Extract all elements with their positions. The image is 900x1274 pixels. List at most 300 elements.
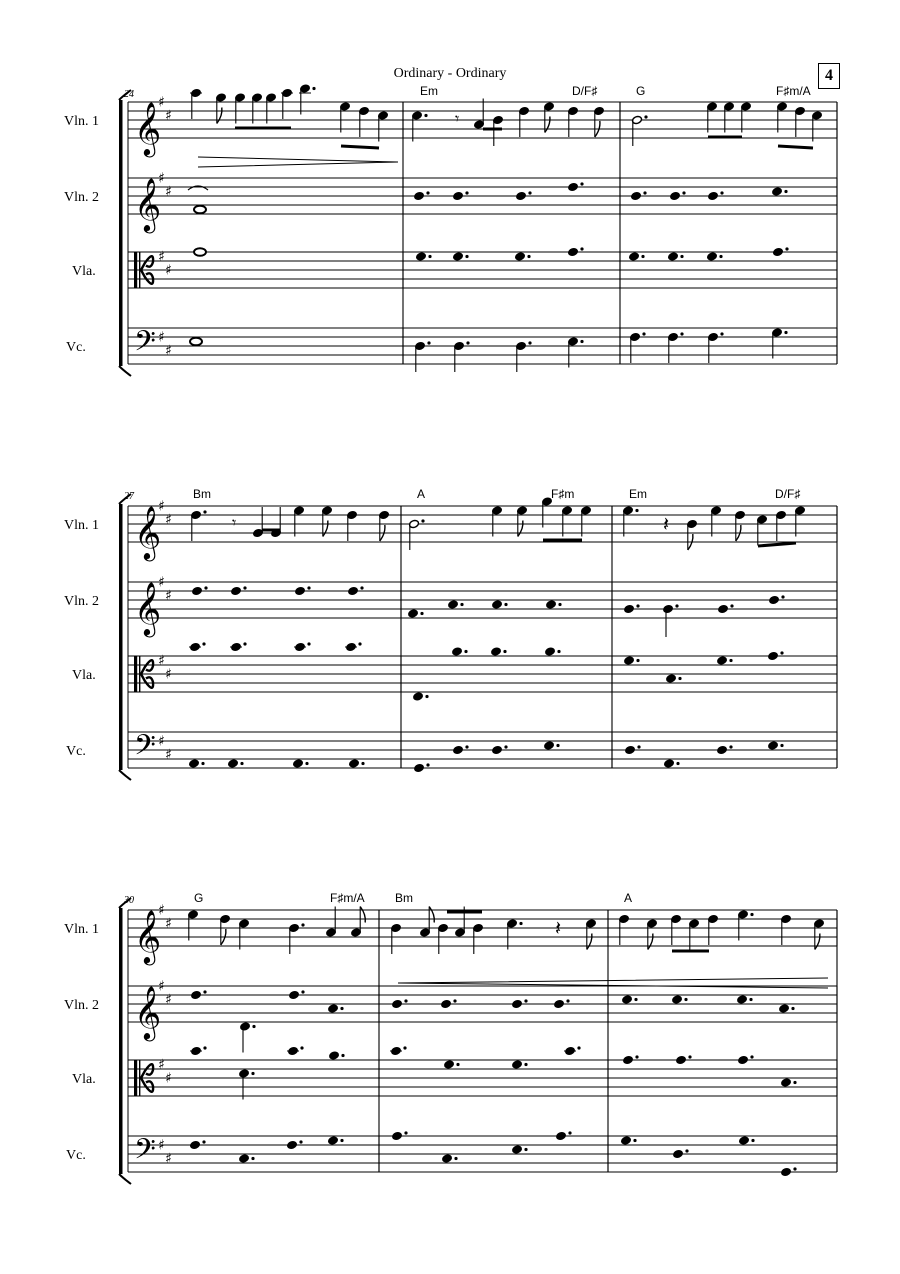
note [624, 656, 640, 665]
note [266, 93, 277, 124]
sharp-icon: ♯ [165, 108, 172, 124]
note [412, 111, 428, 142]
treble-clef-icon: 𝄞 [134, 581, 162, 635]
note [413, 692, 429, 701]
instrument-label: Vln. 2 [64, 594, 99, 609]
sharp-icon: ♯ [158, 902, 165, 919]
augmentation-dot [635, 509, 638, 512]
note [795, 106, 806, 137]
note [329, 1051, 345, 1060]
instrument-label: Vln. 1 [64, 922, 99, 937]
note-flag [217, 108, 222, 124]
note [512, 1145, 528, 1154]
note [240, 1022, 256, 1031]
sharp-icon: ♯ [158, 653, 165, 669]
augmentation-dot [428, 255, 431, 258]
note [188, 910, 199, 941]
augmentation-dot [424, 114, 427, 117]
treble-clef-icon: 𝄞 [134, 985, 162, 1039]
note [349, 759, 365, 768]
measure-number: 30 [124, 895, 134, 906]
note [562, 506, 573, 537]
note [322, 506, 333, 537]
sharp-icon: ♯ [158, 978, 165, 995]
augmentation-dot [780, 651, 783, 654]
augmentation-dot [678, 677, 681, 680]
note [738, 910, 754, 941]
augmentation-dot [676, 762, 679, 765]
augmentation-dot [243, 642, 246, 645]
note [190, 1046, 207, 1055]
augmentation-dot [557, 650, 560, 653]
augmentation-dot [361, 762, 364, 765]
augmentation-dot [730, 604, 733, 607]
note [271, 507, 282, 538]
augmentation-dot [791, 1007, 794, 1010]
augmentation-dot [524, 1148, 527, 1151]
augmentation-dot [524, 1063, 527, 1066]
instrument-label: Vla. [72, 1072, 96, 1087]
note [772, 187, 788, 196]
note [568, 337, 584, 368]
sharp-icon: ♯ [165, 916, 172, 932]
page-number: 4 [818, 63, 840, 89]
augmentation-dot [425, 695, 428, 698]
sharp-icon: ♯ [165, 747, 172, 763]
augmentation-dot [719, 255, 722, 258]
augmentation-dot [201, 762, 204, 765]
note-flag [360, 907, 365, 923]
sharp-icon: ♯ [158, 1137, 165, 1154]
augmentation-dot [577, 1046, 580, 1049]
augmentation-dot [312, 87, 315, 90]
note [340, 102, 351, 133]
note [442, 1154, 458, 1163]
eighth-rest-icon: 𝄾 [455, 109, 460, 128]
augmentation-dot [426, 763, 429, 766]
chord-symbol: F♯m/A [330, 891, 365, 905]
note [299, 84, 316, 115]
note [768, 741, 784, 750]
note [668, 252, 684, 261]
augmentation-dot [503, 650, 506, 653]
sharp-icon: ♯ [158, 329, 165, 346]
augmentation-dot [680, 255, 683, 258]
note [781, 1078, 797, 1087]
note [594, 106, 605, 137]
note [724, 102, 735, 133]
augmentation-dot [203, 510, 206, 513]
treble-clef-icon: 𝄞 [134, 909, 162, 963]
note [779, 1004, 795, 1013]
augmentation-dot [340, 1007, 343, 1010]
note [777, 102, 788, 133]
sharp-icon: ♯ [158, 733, 165, 750]
augmentation-dot [307, 642, 310, 645]
bass-clef-icon: 𝄢 [134, 1132, 156, 1173]
augmentation-dot [642, 332, 645, 335]
instrument-label: Vla. [72, 668, 96, 683]
system-bracket [119, 908, 123, 1174]
note [253, 507, 264, 538]
augmentation-dot [427, 341, 430, 344]
note [359, 106, 370, 137]
note [239, 1154, 255, 1163]
note [416, 252, 432, 261]
augmentation-dot [568, 1131, 571, 1134]
augmentation-dot [466, 341, 469, 344]
note [812, 111, 823, 142]
instrument-label: Vc. [66, 744, 86, 759]
augmentation-dot [750, 1055, 753, 1058]
sharp-icon: ♯ [165, 588, 172, 604]
augmentation-dot [252, 1025, 255, 1028]
note [453, 252, 469, 261]
instrument-label: Vln. 1 [64, 114, 99, 129]
note [512, 1060, 528, 1069]
augmentation-dot [465, 255, 468, 258]
augmentation-dot [204, 586, 207, 589]
note [707, 102, 718, 133]
augmentation-dot [784, 331, 787, 334]
score-title: Ordinary - Ordinary [393, 66, 507, 81]
augmentation-dot [360, 586, 363, 589]
sharp-icon: ♯ [158, 249, 165, 265]
note [379, 510, 390, 541]
note [328, 1136, 344, 1145]
note [194, 206, 206, 214]
note [408, 609, 424, 618]
augmentation-dot [504, 745, 507, 748]
note [671, 914, 682, 945]
note [492, 600, 508, 609]
augmentation-dot [688, 1055, 691, 1058]
note [328, 1004, 344, 1013]
note [448, 600, 464, 609]
augmentation-dot [504, 603, 507, 606]
sharp-icon: ♯ [165, 343, 172, 359]
sharp-icon: ♯ [165, 512, 172, 528]
augmentation-dot [341, 1054, 344, 1057]
augmentation-dot [404, 999, 407, 1002]
note [239, 1069, 255, 1078]
augmentation-dot [729, 659, 732, 662]
note [491, 647, 507, 656]
note-flag [323, 521, 328, 537]
sharp-icon: ♯ [165, 666, 172, 683]
augmentation-dot [251, 1157, 254, 1160]
augmentation-dot [465, 191, 468, 194]
note [474, 99, 485, 130]
note [629, 252, 645, 261]
sharp-icon: ♯ [165, 992, 172, 1008]
note [391, 923, 402, 954]
note [345, 642, 362, 651]
augmentation-dot [528, 191, 531, 194]
chord-symbol: G [636, 84, 646, 98]
system-bracket [119, 100, 123, 366]
augmentation-dot [749, 998, 752, 1001]
augmentation-dot [793, 1167, 796, 1170]
instrument-label: Vc. [66, 340, 86, 355]
augmentation-dot [524, 999, 527, 1002]
chord-symbol: D/F♯ [572, 84, 598, 98]
augmentation-dot [641, 255, 644, 258]
augmentation-dot [202, 1140, 205, 1143]
augmentation-dot [243, 586, 246, 589]
instrument-label: Vla. [72, 264, 96, 279]
note-flag [518, 521, 523, 537]
note [772, 328, 788, 359]
augmentation-dot [203, 1046, 206, 1049]
note [493, 115, 504, 146]
note-flag [545, 117, 550, 133]
note [564, 1046, 581, 1055]
augmentation-dot [240, 762, 243, 765]
note [216, 93, 227, 124]
note [621, 1136, 637, 1145]
beam [341, 146, 379, 148]
note [190, 88, 202, 119]
augmentation-dot [644, 115, 647, 118]
staff-cello [66, 1133, 837, 1173]
note [347, 510, 358, 541]
sharp-icon: ♯ [158, 94, 165, 111]
note [390, 1046, 407, 1055]
note [326, 907, 337, 938]
note [689, 919, 700, 950]
note [735, 510, 746, 541]
augmentation-dot [566, 999, 569, 1002]
sharp-icon: ♯ [158, 498, 165, 515]
instrument-label: Vln. 1 [64, 518, 99, 533]
note [739, 1136, 755, 1145]
note-flag [429, 907, 434, 923]
augmentation-dot [426, 191, 429, 194]
augmentation-dot [643, 191, 646, 194]
chord-symbol: F♯m [551, 487, 575, 501]
augmentation-dot [340, 1139, 343, 1142]
decrescendo-hairpin [198, 157, 398, 167]
sharp-icon: ♯ [158, 574, 165, 591]
augmentation-dot [203, 990, 206, 993]
quarter-rest-icon: 𝄽 [555, 916, 562, 940]
augmentation-dot [580, 340, 583, 343]
beam [758, 543, 796, 546]
note [544, 741, 560, 750]
note [378, 111, 389, 142]
augmentation-dot [684, 998, 687, 1001]
measure-number: 24 [124, 89, 134, 100]
quarter-rest-icon: 𝄽 [663, 512, 670, 536]
augmentation-dot [305, 762, 308, 765]
beam [778, 146, 813, 148]
note [189, 759, 205, 768]
augmentation-dot [300, 1046, 303, 1049]
note [351, 907, 366, 938]
chord-symbol: D/F♯ [775, 487, 801, 501]
augmentation-dot [556, 744, 559, 747]
augmentation-dot [720, 191, 723, 194]
augmentation-dot [420, 612, 423, 615]
augmentation-dot [299, 1140, 302, 1143]
note [568, 106, 579, 137]
score-system [64, 84, 837, 376]
note [687, 519, 698, 550]
augmentation-dot [636, 604, 639, 607]
chord-symbol: Em [420, 84, 438, 98]
note [546, 600, 562, 609]
augmentation-dot [251, 1072, 254, 1075]
eighth-rest-icon: 𝄾 [232, 513, 237, 532]
augmentation-dot [558, 603, 561, 606]
note [776, 510, 787, 541]
chord-symbol: F♯m/A [776, 84, 811, 98]
treble-clef-icon: 𝄞 [134, 101, 162, 155]
note [737, 995, 753, 1004]
instrument-label: Vc. [66, 1148, 86, 1163]
note [757, 515, 768, 546]
note [517, 506, 528, 537]
augmentation-dot [519, 922, 522, 925]
augmentation-dot [580, 247, 583, 250]
note [581, 506, 592, 537]
note [239, 919, 250, 950]
augmentation-dot [453, 999, 456, 1002]
note [647, 919, 658, 950]
augmentation-dot [785, 247, 788, 250]
augmentation-dot [454, 1157, 457, 1160]
augmentation-dot [464, 650, 467, 653]
note [542, 497, 553, 528]
note [795, 506, 806, 537]
augmentation-dot [528, 341, 531, 344]
note [235, 93, 246, 124]
augmentation-dot [202, 642, 205, 645]
note [619, 914, 630, 945]
note [438, 923, 449, 954]
augmentation-dot [751, 1139, 754, 1142]
augmentation-dot [780, 744, 783, 747]
augmentation-dot [750, 913, 753, 916]
bass-clef-icon: 𝄢 [134, 324, 156, 365]
note [741, 102, 752, 133]
note [814, 919, 825, 950]
sharp-icon: ♯ [165, 184, 172, 200]
score-system [64, 891, 837, 1184]
note [708, 914, 719, 945]
note [281, 88, 293, 119]
staff-cello [66, 325, 837, 365]
sharp-icon: ♯ [158, 170, 165, 187]
note [711, 506, 722, 537]
treble-clef-icon: 𝄞 [134, 177, 162, 231]
augmentation-dot [680, 332, 683, 335]
note [519, 106, 530, 137]
note-flag [815, 934, 820, 950]
augmentation-dot [636, 659, 639, 662]
augmentation-dot [633, 1139, 636, 1142]
note [294, 642, 311, 651]
note [189, 642, 206, 651]
note [666, 674, 682, 683]
sharp-icon: ♯ [158, 1057, 165, 1073]
note-flag [648, 934, 653, 950]
staff-violin-1 [64, 95, 837, 158]
augmentation-dot [637, 745, 640, 748]
instrument-label: Vln. 2 [64, 190, 99, 205]
note [252, 93, 263, 124]
chord-symbol: A [624, 891, 633, 905]
note [492, 506, 503, 537]
chord-symbol: A [417, 487, 426, 501]
note [293, 759, 309, 768]
measure-number: 27 [124, 491, 134, 502]
augmentation-dot [301, 990, 304, 993]
note [287, 1046, 304, 1055]
augmentation-dot [358, 642, 361, 645]
sharp-icon: ♯ [165, 1070, 172, 1087]
score-system [64, 487, 837, 780]
note [622, 995, 638, 1004]
note [672, 995, 688, 1004]
augmentation-dot [793, 1081, 796, 1084]
note [507, 919, 523, 950]
note [707, 252, 723, 261]
note-flag [587, 934, 592, 950]
augmentation-dot [307, 586, 310, 589]
note [420, 907, 435, 938]
augmentation-dot [580, 182, 583, 185]
note [452, 647, 468, 656]
chord-symbol: G [194, 891, 204, 905]
note [220, 914, 231, 945]
note [717, 656, 733, 665]
note [228, 759, 244, 768]
note [586, 919, 597, 950]
system-bracket [119, 504, 123, 770]
augmentation-dot [685, 1149, 688, 1152]
chord-symbol: Em [629, 487, 647, 501]
sharp-icon: ♯ [165, 262, 172, 279]
treble-clef-icon: 𝄞 [134, 505, 162, 559]
note [544, 102, 555, 133]
chord-symbol: Bm [193, 487, 211, 501]
augmentation-dot [784, 190, 787, 193]
augmentation-dot [634, 998, 637, 1001]
augmentation-dot [465, 745, 468, 748]
augmentation-dot [403, 1046, 406, 1049]
augmentation-dot [456, 1063, 459, 1066]
augmentation-dot [460, 603, 463, 606]
augmentation-dot [527, 255, 530, 258]
note [473, 923, 484, 954]
staff-viola [72, 1057, 837, 1096]
augmentation-dot [301, 923, 304, 926]
note [194, 248, 206, 256]
augmentation-dot [781, 595, 784, 598]
augmentation-dot [729, 745, 732, 748]
note [781, 914, 792, 945]
augmentation-dot [720, 332, 723, 335]
augmentation-dot [635, 1055, 638, 1058]
bass-clef-icon: 𝄢 [134, 728, 156, 769]
note [515, 252, 531, 261]
augmentation-dot [682, 191, 685, 194]
sharp-icon: ♯ [165, 1151, 172, 1167]
note [664, 759, 680, 768]
augmentation-dot [421, 519, 424, 522]
